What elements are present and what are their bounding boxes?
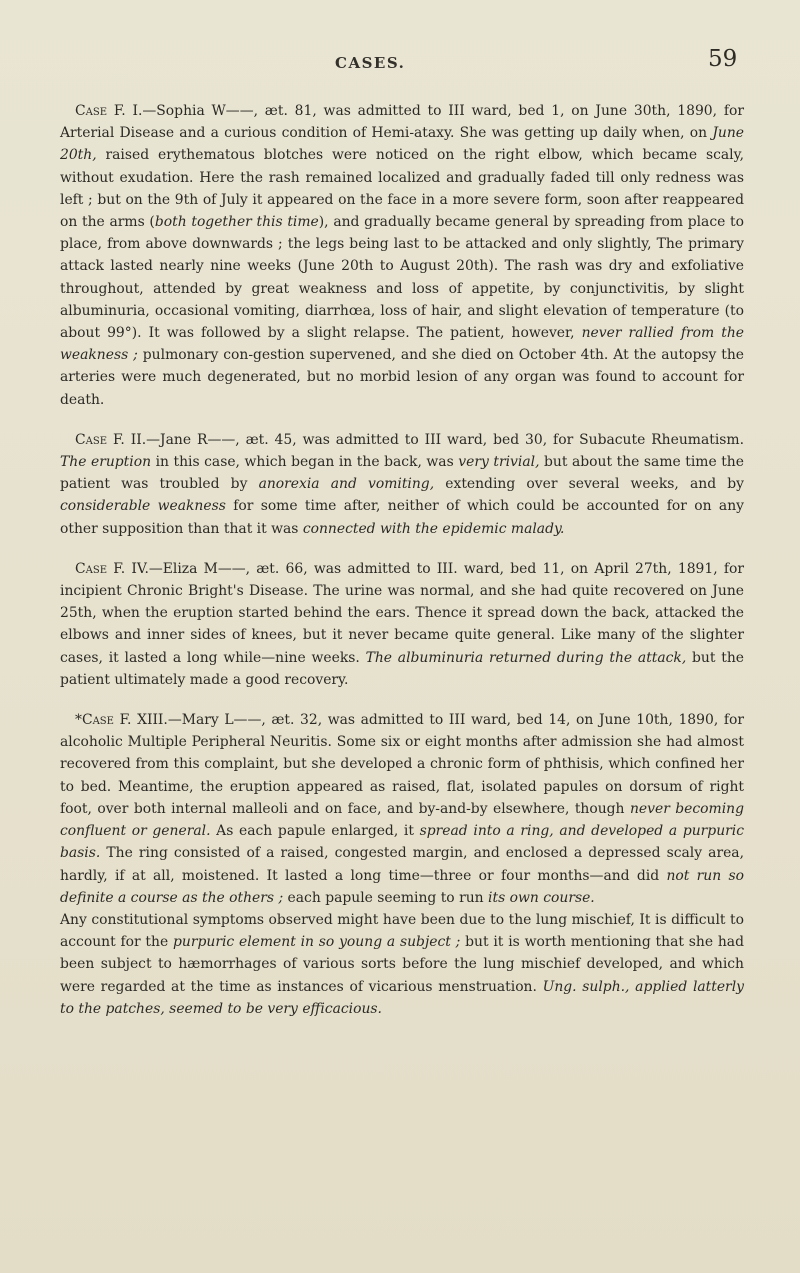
italic-span: spread into a ring, and developed a purpuric basis. bbox=[60, 823, 745, 862]
text-span: but it is worth mentioning that she had been subject to hæmorrhages of various sorts before the lung mischief developed, and which were regarded at the time as instances of vicarious menstruation. bbox=[60, 934, 744, 995]
running-head: CASES. bbox=[335, 54, 406, 72]
case-paragraph-f13-continued bbox=[60, 909, 744, 1020]
italic-span: not run so definite a course as the others ; bbox=[60, 867, 744, 906]
text-span: The ring consisted of a raised, congested margin, and enclosed a depressed scaly area, hardly, if at all, moistened. It lasted a long time—three or four months—and did bbox=[60, 845, 744, 884]
case-label: *Case bbox=[75, 712, 114, 729]
paragraph-gap bbox=[60, 411, 744, 429]
text-span: As each papule enlarged, it bbox=[210, 823, 420, 840]
italic-span: never becoming confluent or general. bbox=[60, 800, 744, 840]
text-span: in this case, which began in the back, was bbox=[151, 454, 459, 471]
case-label: Case bbox=[75, 103, 108, 119]
text-span: ), and gradually became general by spreading from place to place, from above downwards ; the legs being last to be attacked and only slightly, The primary attack lasted nearly nine weeks (June 20th to August 20th). The rash was dry and exfoliative throughout, attended by great weakness and loss of appetite, by conjunctivitis, by slight albuminuria, occasional vomiting, diarrhœa, loss of hair, and slight elevation of temperature (to about 99°). It was followed by a slight relapse. The patient, however, bbox=[60, 214, 744, 342]
case-paragraph-f1 bbox=[60, 100, 744, 411]
text-span: F. IV.—Eliza M——, æt. 66, was admitted to III. ward, bed 11, on April 27th, 1891, for incipient Chronic Bright's Disease. The urine was normal, and she had quite recovered on June 25th, when the eruption started behind the ears. Thence it spread down the back, attacked the elbows and inner sides of knees, but it never became quite general. Like many of the slighter cases, it lasted a long while—nine weeks. bbox=[60, 560, 744, 666]
case-paragraph-f13 bbox=[60, 709, 744, 909]
text-span: F. XIII.—Mary L——, æt. 32, was admitted to III ward, bed 14, on June 10th, 1890, for alcoholic Multiple Peripheral Neuritis. Some six or eight months after admission she had almost recovered from this complaint, but she developed a chronic form of phthisis, which confined her to bed. Meantime, the eruption appeared as raised, flat, isolated papules on dorsum of right foot, over both internal malleoli and on face, and by-and-by elsewhere, though bbox=[60, 712, 744, 817]
text-span: but about the same time the patient was troubled by bbox=[60, 454, 744, 493]
case-label: Case bbox=[75, 431, 108, 448]
text-span: Any constitutional symptoms observed might have been due to the lung mischief, It is difficult to account for the bbox=[60, 911, 744, 951]
text-span: but the patient ultimately made a good recovery. bbox=[60, 649, 744, 688]
italic-span: Ung. sulph., applied latterly to the patches, seemed to be very efficacious. bbox=[60, 978, 744, 1017]
text-span: extending over several weeks, and by bbox=[434, 476, 744, 493]
body-text bbox=[60, 100, 744, 1020]
italic-span: both together this time bbox=[154, 214, 319, 231]
text-span: each papule seeming to run bbox=[283, 889, 489, 906]
italic-span: The eruption bbox=[60, 454, 152, 471]
text-span: raised erythematous blotches were noticed on the right elbow, which became scaly, without exudation. Here the rash remained localized and gradually faded till only redness was left ; but on the 9th of July it appeared on the face in a more severe form, soon after reappeared on the arms ( bbox=[60, 147, 744, 231]
italic-span: connected with the epidemic malady. bbox=[302, 520, 565, 537]
italic-span: anorexia and vomiting, bbox=[258, 476, 435, 493]
page-number: 59 bbox=[708, 46, 738, 72]
italic-span: very trivial, bbox=[458, 454, 540, 471]
italic-span: never rallied from the weakness ; bbox=[60, 325, 744, 364]
page-header bbox=[0, 44, 800, 84]
italic-span: June 20th, bbox=[60, 125, 744, 164]
text-span: pulmonary con-gestion supervened, and she died on October 4th. At the autopsy the arteries were much degenerated, but no morbid lesion of any organ was found to account for death. bbox=[60, 347, 744, 408]
italic-span: The albuminuria returned during the attack, bbox=[365, 649, 687, 666]
text-span: F. I.—Sophia W——, æt. 81, was admitted to III ward, bed 1, on June 30th, 1890, for Arterial Disease and a curious condition of Hemi-ataxy. She was getting up daily when, on bbox=[60, 103, 744, 142]
text-span: F. II.—Jane R——, æt. 45, was admitted to III ward, bed 30, for Subacute Rheumatism. bbox=[107, 431, 744, 448]
italic-span: purpuric element in so young a subject ; bbox=[173, 934, 461, 951]
italic-span: considerable weakness bbox=[60, 498, 226, 515]
case-paragraph-f4 bbox=[60, 558, 744, 691]
text-span: for some time after, neither of which could be accounted for on any other supposition than that it was bbox=[60, 498, 744, 537]
case-label: Case bbox=[75, 560, 108, 577]
case-paragraph-f2 bbox=[60, 429, 744, 540]
paragraph-gap bbox=[60, 540, 744, 558]
italic-span: its own course. bbox=[488, 889, 595, 906]
paragraph-gap bbox=[60, 691, 744, 709]
